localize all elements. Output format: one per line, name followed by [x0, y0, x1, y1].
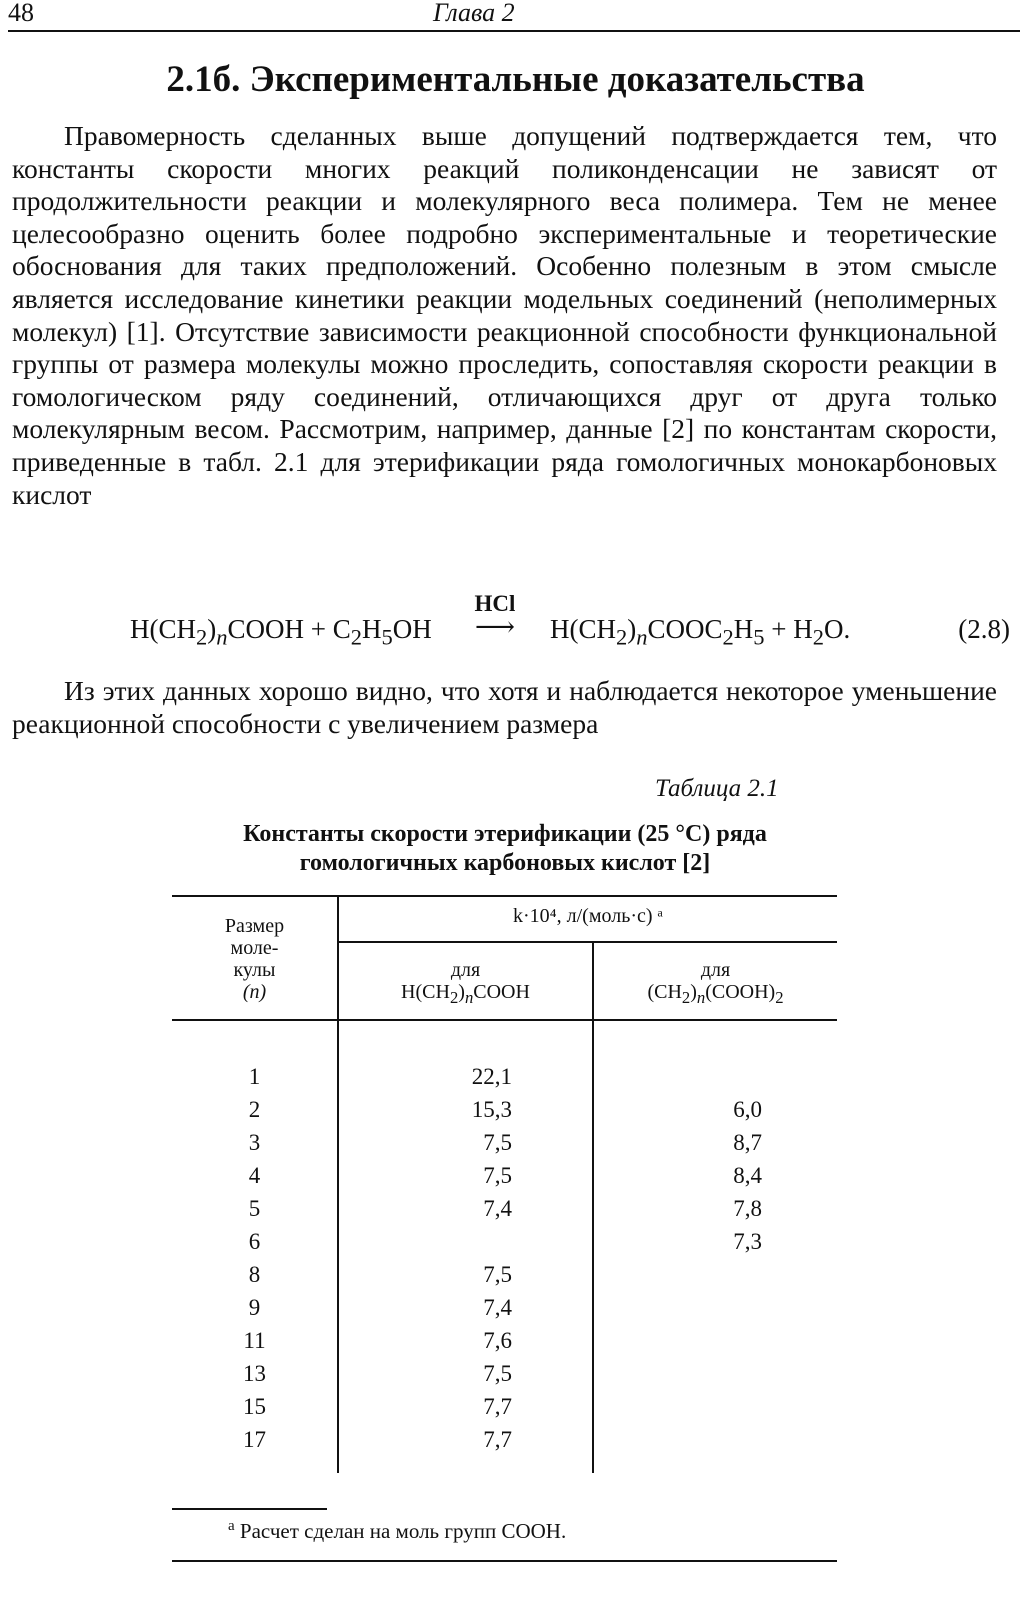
table-cell-n: 4: [248, 1163, 261, 1188]
table-caption-line-1: Константы скорости этерификации (25 °C) ряда: [243, 821, 767, 847]
equation-lhs: $H(CH_2)_nCOOH + C_2H_5OH$: [130, 614, 432, 650]
table-col-divider-2: [592, 941, 594, 1473]
table-cell-n: 15: [243, 1394, 266, 1419]
table-cell-a: 15,3: [471, 1097, 512, 1122]
rate-constants-table: [172, 895, 837, 1473]
page-header: [8, 0, 1020, 32]
table-cell-b: [682, 1258, 762, 1291]
table-cell-a: 7,5: [483, 1262, 512, 1287]
table-cell-n: 3: [248, 1130, 261, 1155]
table-cell-b: 7,8: [733, 1196, 762, 1221]
equation-2-8: [130, 592, 1010, 648]
table-caption-line-2: гомологичных карбоновых кислот [2]: [299, 850, 711, 876]
table-cell-a: 7,7: [483, 1394, 512, 1419]
table-cell-n: 2: [248, 1097, 261, 1122]
header-rate-constant: k·10⁴, л/(моль·с) ᵃ: [513, 905, 663, 927]
table-cell-b: [682, 1060, 762, 1093]
footnote: $^a$ Расчет сделан на моль групп COOH.: [228, 1518, 567, 1543]
table-cell-b: [682, 1357, 762, 1390]
reaction-arrow: [455, 591, 535, 643]
table-cell-a: 7,4: [483, 1295, 512, 1320]
equation-number: (2.8): [958, 614, 1010, 644]
table-cell-b: 7,3: [733, 1229, 762, 1254]
header-monocarboxylic: для $H(CH_2)_nCOOH$: [339, 959, 592, 1009]
header-molecule-size: Размер моле- кулы (n): [224, 915, 285, 1003]
table-cell-n: 17: [243, 1427, 266, 1452]
table-top-rule: [172, 895, 837, 897]
table-cell-n: 5: [248, 1196, 261, 1221]
table-cell-a: 7,5: [483, 1361, 512, 1386]
section-title: 2.1б. Экспериментальные доказательства: [166, 59, 865, 100]
table-cell-b: [682, 1390, 762, 1423]
table-cell-a: 22,1: [471, 1064, 512, 1089]
table-cell-a: 7,7: [483, 1427, 512, 1452]
equation-rhs: $H(CH_2)_nCOOC_2H_5 + H_2O$.: [550, 614, 851, 650]
page-number: 48: [8, 0, 34, 27]
table-cell-n: 1: [248, 1064, 261, 1089]
table-cell-a: 7,4: [483, 1196, 512, 1221]
table-cell-b: [682, 1291, 762, 1324]
chapter-title: Глава 2: [433, 0, 515, 27]
header-monocarboxylic-formula: $H(CH_2)_nCOOH$: [401, 981, 530, 1007]
table-cell-n: 8: [248, 1262, 261, 1287]
table-cell-b: [682, 1423, 762, 1456]
table-caption: [150, 820, 860, 878]
header-dicarboxylic: для $(CH_2)_n(COOH)_2$: [594, 959, 837, 1009]
table-cell-n: 11: [243, 1328, 266, 1353]
table-cell-a: 7,5: [483, 1163, 512, 1188]
footnote-rule: [172, 1508, 327, 1510]
table-cell-b: 8,7: [733, 1130, 762, 1155]
arrow-icon: ⟶: [474, 612, 516, 643]
table-bottom-rule: [172, 1560, 837, 1562]
header-dicarboxylic-formula: $(CH_2)_n(COOH)_2$: [647, 981, 784, 1007]
table-cell-a: 7,6: [483, 1328, 512, 1353]
paragraph-2: Из этих данных хорошо видно, что хотя и наблюдается некоторое уменьшение реакционной способности с увеличением размера: [12, 675, 997, 739]
table-cell-b: 8,4: [733, 1163, 762, 1188]
table-cell-a: 7,5: [483, 1130, 512, 1155]
table-cell-a: [432, 1225, 512, 1258]
footnote-text: Расчет сделан на моль групп COOH.: [239, 1519, 567, 1543]
table-cell-b: [682, 1324, 762, 1357]
table-header-rule: [172, 1019, 837, 1021]
catalyst-label: HCl: [474, 591, 516, 616]
table-label: Таблица 2.1: [655, 775, 779, 802]
table-cell-n: 9: [248, 1295, 261, 1320]
table-cell-n: 13: [243, 1361, 266, 1386]
table-cell-n: 6: [248, 1229, 261, 1254]
table-sub-header-rule: [339, 941, 837, 943]
paragraph-1: Правомерность сделанных выше допущений подтверждается тем, что константы скорости многих реакций поликонденсации не зависят от продолжительности реакции и молекулярного веса полимера. Тем не менее целесообразно оценить более подробно экспериментальные и теоретические обоснования для таких предположений. Особенно полезным в этом смысле является исследование кинетики реакции модельных соединений (неполимерных молекул) [1]. Отсутствие зависимости реакционной способности функциональной группы от размера молекулы можно проследить, сопоставляя скорости реакции в гомологическом ряду соединений, отличающихся друг от друга только молекулярным весом. Рассмотрим, например, данные [2] по константам скорости, приведенные в табл. 2.1 для этерификации ряда гомологичных монокарбоновых кислот: [12, 120, 997, 510]
table-cell-b: 6,0: [733, 1097, 762, 1122]
